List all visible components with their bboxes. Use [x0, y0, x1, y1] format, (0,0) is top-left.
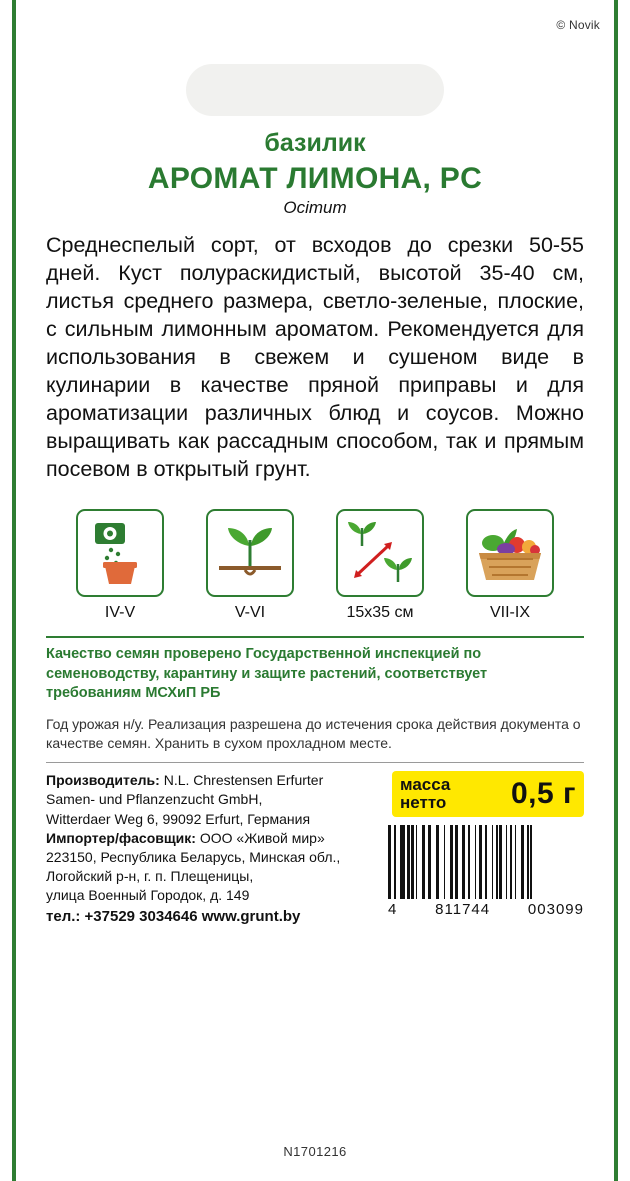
- producer-line-3: Witterdaer Weg 6, 99092 Erfurt, Германия: [46, 810, 311, 827]
- barcode-digit-group-2: 811744: [435, 901, 491, 919]
- latin-name: Ocimum: [283, 198, 347, 217]
- sowing-pot-icon: [89, 520, 151, 586]
- bottom-divider: [46, 762, 584, 763]
- producer-line-2: Samen- und Pflanzenzucht GmbH,: [46, 791, 263, 808]
- pictogram-harvest-label: VII-IX: [489, 604, 530, 622]
- website-link[interactable]: www.grunt.by: [201, 907, 301, 925]
- pictogram-spacing-box: [336, 509, 424, 597]
- copyright-text: © Novik: [556, 18, 600, 32]
- barcode-image: [388, 825, 584, 899]
- right-green-rule: [614, 0, 618, 1181]
- producer-name: N.L. Chrestensen Erfurter: [159, 772, 324, 789]
- variety-name: АРОМАТ ЛИМОНА, PC: [147, 161, 483, 195]
- mass-words: [400, 776, 450, 811]
- right-block: [384, 771, 584, 918]
- pictogram-row: [46, 509, 584, 622]
- producer-importer-block: [46, 771, 340, 927]
- harvest-basket-icon: [473, 521, 547, 585]
- pictogram-planting-label: V-VI: [234, 604, 266, 622]
- pictogram-planting-box: [206, 509, 294, 597]
- green-divider: [46, 636, 584, 638]
- left-green-rule: [12, 0, 16, 1181]
- importer-label: Импортер/фасовщик:: [46, 829, 196, 846]
- barcode-digits: [388, 901, 584, 918]
- importer-line-3: Логойский р-н, г. п. Плещеницы,: [46, 867, 254, 884]
- mass-badge: [392, 771, 584, 817]
- plant-spacing-icon: [344, 520, 416, 586]
- harvest-note: Год урожая н/у. Реализация разрешена до истечения срока действия документа о качестве семян. Хранить в сухом прохладном месте.: [46, 715, 581, 752]
- importer-line-4: улица Военный Городок, д. 149: [46, 886, 250, 903]
- importer-line-2: 223150, Республика Беларусь, Минская обл.,: [46, 848, 341, 865]
- pictogram-spacing-label: 15x35 см: [346, 604, 414, 622]
- importer-name: ООО «Живой мир»: [195, 829, 325, 846]
- content-area: [46, 130, 584, 927]
- barcode-digit-group-1: 4: [388, 901, 398, 919]
- article-code: N1701216: [283, 1144, 347, 1159]
- mass-word-bottom: нетто: [400, 792, 447, 812]
- barcode-digit-group-3: 003099: [527, 901, 584, 919]
- pictogram-planting: [204, 509, 296, 622]
- importer-line-1: [46, 829, 340, 848]
- pictogram-sowing-box: [76, 509, 164, 597]
- crop-name: базилик: [264, 129, 366, 157]
- hang-hole: [186, 64, 444, 116]
- phone-number: тел.: +37529 3034646: [46, 907, 198, 925]
- producer-label: Производитель:: [46, 772, 160, 789]
- mass-word-top: масса: [400, 775, 451, 795]
- contact-line: [46, 907, 340, 927]
- description-text: Среднеспелый сорт, от всходов до срезки 50-55 дней. Куст полураскидистый, высотой 35-40 см, листья среднего размера, светло-зеленые, плоские, с сильным лимонным ароматом. Рекомендуется для использования в свежем и сушеном виде в кулинарии в качестве пряной приправы и для ароматизации различных блюд и соусов. Можно выращивать как рассадным способом, так и прямым посевом в открытый грунт.: [46, 233, 584, 481]
- mass-value: 0,5 г: [510, 776, 576, 810]
- pictogram-harvest: [464, 509, 556, 622]
- pictogram-sowing-label: IV-V: [104, 604, 136, 622]
- bottom-area: [46, 771, 584, 927]
- seedling-soil-icon: [215, 520, 285, 586]
- pictogram-harvest-box: [466, 509, 554, 597]
- quality-note: Качество семян проверено Государственной инспекцией по семеноводству, карантину и защите растений, соответствует требованиям МСХиП РБ: [46, 646, 488, 701]
- pictogram-spacing: [334, 509, 426, 622]
- producer-line-1: [46, 771, 340, 790]
- pictogram-sowing: [74, 509, 166, 622]
- barcode-area: [388, 825, 584, 918]
